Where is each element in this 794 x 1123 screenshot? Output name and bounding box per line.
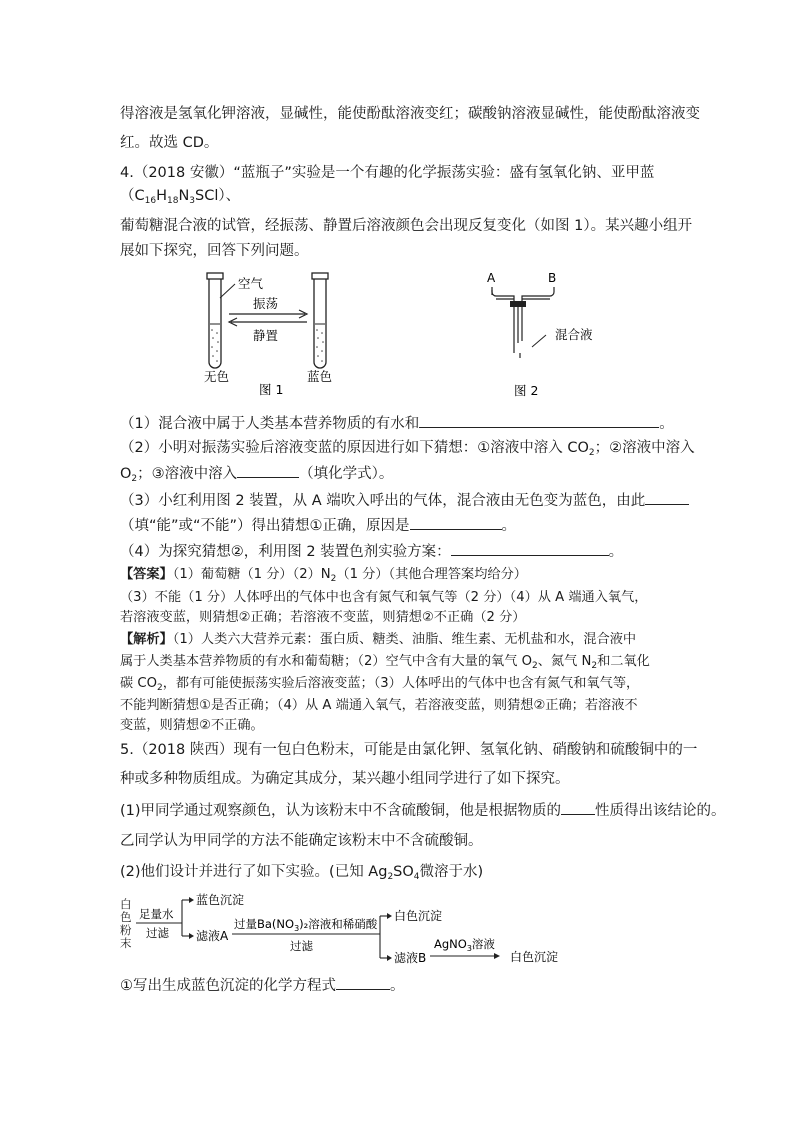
label-stand: 静置 xyxy=(253,328,279,343)
label-shake: 振荡 xyxy=(253,296,279,311)
flow-powder-1: 白 xyxy=(120,897,132,911)
mix-pointer xyxy=(532,335,546,347)
q4-formula-line: $(C_{16}H_{18}N_3SCl)$、 xyxy=(120,188,241,206)
q4-line-3: 葡萄糖混合液的试管，经振荡、静置后溶液颜色会出现反复变化（如图 1）。某兴趣小组开 xyxy=(120,218,693,234)
q4-line-1: 4.（2018 安徽）“蓝瓶子”实验是一个有趣的化学振荡实验：盛有氢氧化钠、亚甲蓝 xyxy=(120,165,655,181)
flow-filtrate-a: 滤液A xyxy=(196,929,229,943)
intro-line-2: 红。故选 CD。 xyxy=(120,135,219,151)
stopper xyxy=(510,301,526,307)
flow-filtrate-b: 滤液B xyxy=(394,951,427,965)
q4-part-1: （1）混合液中属于人类基本营养物质的有水和 。 xyxy=(120,413,674,434)
flow-powder-4: 末 xyxy=(120,936,132,950)
q4-part-2b: $O_2$；③溶液中溶入 （填化学式）。 xyxy=(120,463,393,489)
answer-blank-6[interactable] xyxy=(561,800,595,815)
intro-line-1: 得溶液是氢氧化钾溶液，显碱性，能使酚酞溶液变红；碳酸钠溶液显碱性，能使酚酞溶液变 xyxy=(120,106,700,122)
q5-part-1b: 乙同学认为甲同学的方法不能确定该粉末中不含硫酸铜。 xyxy=(120,833,483,849)
explanation-line-4: 不能判断猜想①是否正确；（4）从 A 端通入氧气，若溶液变蓝，则猜想②正确；若溶液不 xyxy=(120,698,638,713)
air-pointer xyxy=(220,284,235,298)
flow-filter-1: 过滤 xyxy=(146,926,169,940)
q4-part-3a: （3）小红利用图 2 装置，从 A 端吹入呼出的气体，混合液由无色变为蓝色，由此 xyxy=(120,490,689,511)
flow-reagent: 过量$Ba(NO_3)_2$溶液和稀硝酸 xyxy=(234,917,378,933)
explanation-line-1: 【解析】（1）人类六大营养元素：蛋白质、糖类、油脂、维生素、无机盐和水，混合液中 xyxy=(120,632,637,647)
figure-2-caption: 图 2 xyxy=(514,383,539,398)
flow-filter-2: 过滤 xyxy=(290,939,313,953)
label-b: B xyxy=(548,271,557,285)
explanation-label: 【解析】 xyxy=(120,632,173,647)
answer-label: 【答案】 xyxy=(120,567,173,582)
flow-white-precipitate-2: 白色沉淀 xyxy=(510,950,559,964)
answer-blank-2[interactable] xyxy=(237,463,299,478)
answer-line-2: （3）不能（1 分）人体呼出的气体中也含有氮气和氧气等（2 分）（4）从 A 端通入氧气， xyxy=(120,590,648,605)
explanation-line-5: 变蓝，则猜想②不正确。 xyxy=(120,718,264,733)
q5-equation-question: ①写出生成蓝色沉淀的化学方程式 。 xyxy=(120,975,405,996)
q5-part-1a: (1)甲同学通过观察颜色，认为该粉末中不含硫酸铜，他是根据物质的 性质得出该结论的。 xyxy=(120,800,726,821)
q5-line-1: 5.（2018 陕西）现有一包白色粉末，可能是由氯化钾、氢氧化钠、硝酸钠和硫酸铜中的一 xyxy=(120,742,698,758)
flow-powder-2: 色 xyxy=(120,910,132,924)
figure-1-caption: 图 1 xyxy=(259,382,284,396)
label-mixture: 混合液 xyxy=(555,327,593,342)
answer-line-3: 若溶液变蓝，则猜想②正确；若溶液不变蓝，则猜想②不正确（2 分） xyxy=(120,610,526,625)
answer-blank-1[interactable] xyxy=(419,413,659,428)
flow-white-precipitate-1: 白色沉淀 xyxy=(394,909,443,923)
label-colorless: 无色 xyxy=(204,369,230,384)
label-a: A xyxy=(487,271,496,285)
answer-blank-4[interactable] xyxy=(410,515,502,530)
answer-blank-7[interactable] xyxy=(336,975,390,990)
q4-part-4: （4）为探究猜想②，利用图 2 装置色剂实验方案： 。 xyxy=(120,541,623,562)
q5-part-2: (2)他们设计并进行了如下实验。(已知 $Ag_2SO_4$微溶于水) xyxy=(120,864,484,882)
q4-line-4: 展如下探究，回答下列问题。 xyxy=(120,243,309,259)
q5-line-2: 种或多种物质组成。为确定其成分，某兴趣小组同学进行了如下探究。 xyxy=(120,771,570,787)
flow-blue-precipitate: 蓝色沉淀 xyxy=(196,893,245,907)
experiment-flowchart xyxy=(112,890,582,970)
figure-2-apparatus xyxy=(478,265,618,400)
q4-part-2a: （2）小明对振荡实验后溶液变蓝的原因进行如下猜想：①溶液中溶入 $CO_2$；②溶液中溶入 xyxy=(120,440,695,458)
test-tube-right xyxy=(312,273,328,368)
answer-blank-5[interactable] xyxy=(451,541,609,556)
flow-agno3: AgNO$_3$溶液 xyxy=(434,937,495,953)
test-tube-left xyxy=(207,273,223,368)
q4-part-3b: （填“能”或“不能”）得出猜想①正确，原因是 。 xyxy=(120,515,516,536)
label-air: 空气 xyxy=(238,276,264,291)
answer-line-1: 【答案】（1）葡萄糖（1 分）$(2)N_2(1$ 分）（其他合理答案均给分） xyxy=(120,567,527,584)
explanation-line-2: 属于人类基本营养物质的有水和葡萄糖；（2）空气中含有大量的氧气 $O_2$、氮气 $N_2$和二氧化 xyxy=(120,654,650,671)
label-blue: 蓝色 xyxy=(307,369,333,384)
flow-water: 足量水 xyxy=(139,907,174,921)
flow-powder-3: 粉 xyxy=(120,923,132,937)
answer-blank-3[interactable] xyxy=(645,490,689,505)
explanation-line-3: 碳 $CO_2$，都有可能使振荡实验后溶液变蓝；（3）人体呼出的气体中也含有氮气和氧气等， xyxy=(120,676,640,693)
figure-1-test-tubes xyxy=(195,268,345,396)
